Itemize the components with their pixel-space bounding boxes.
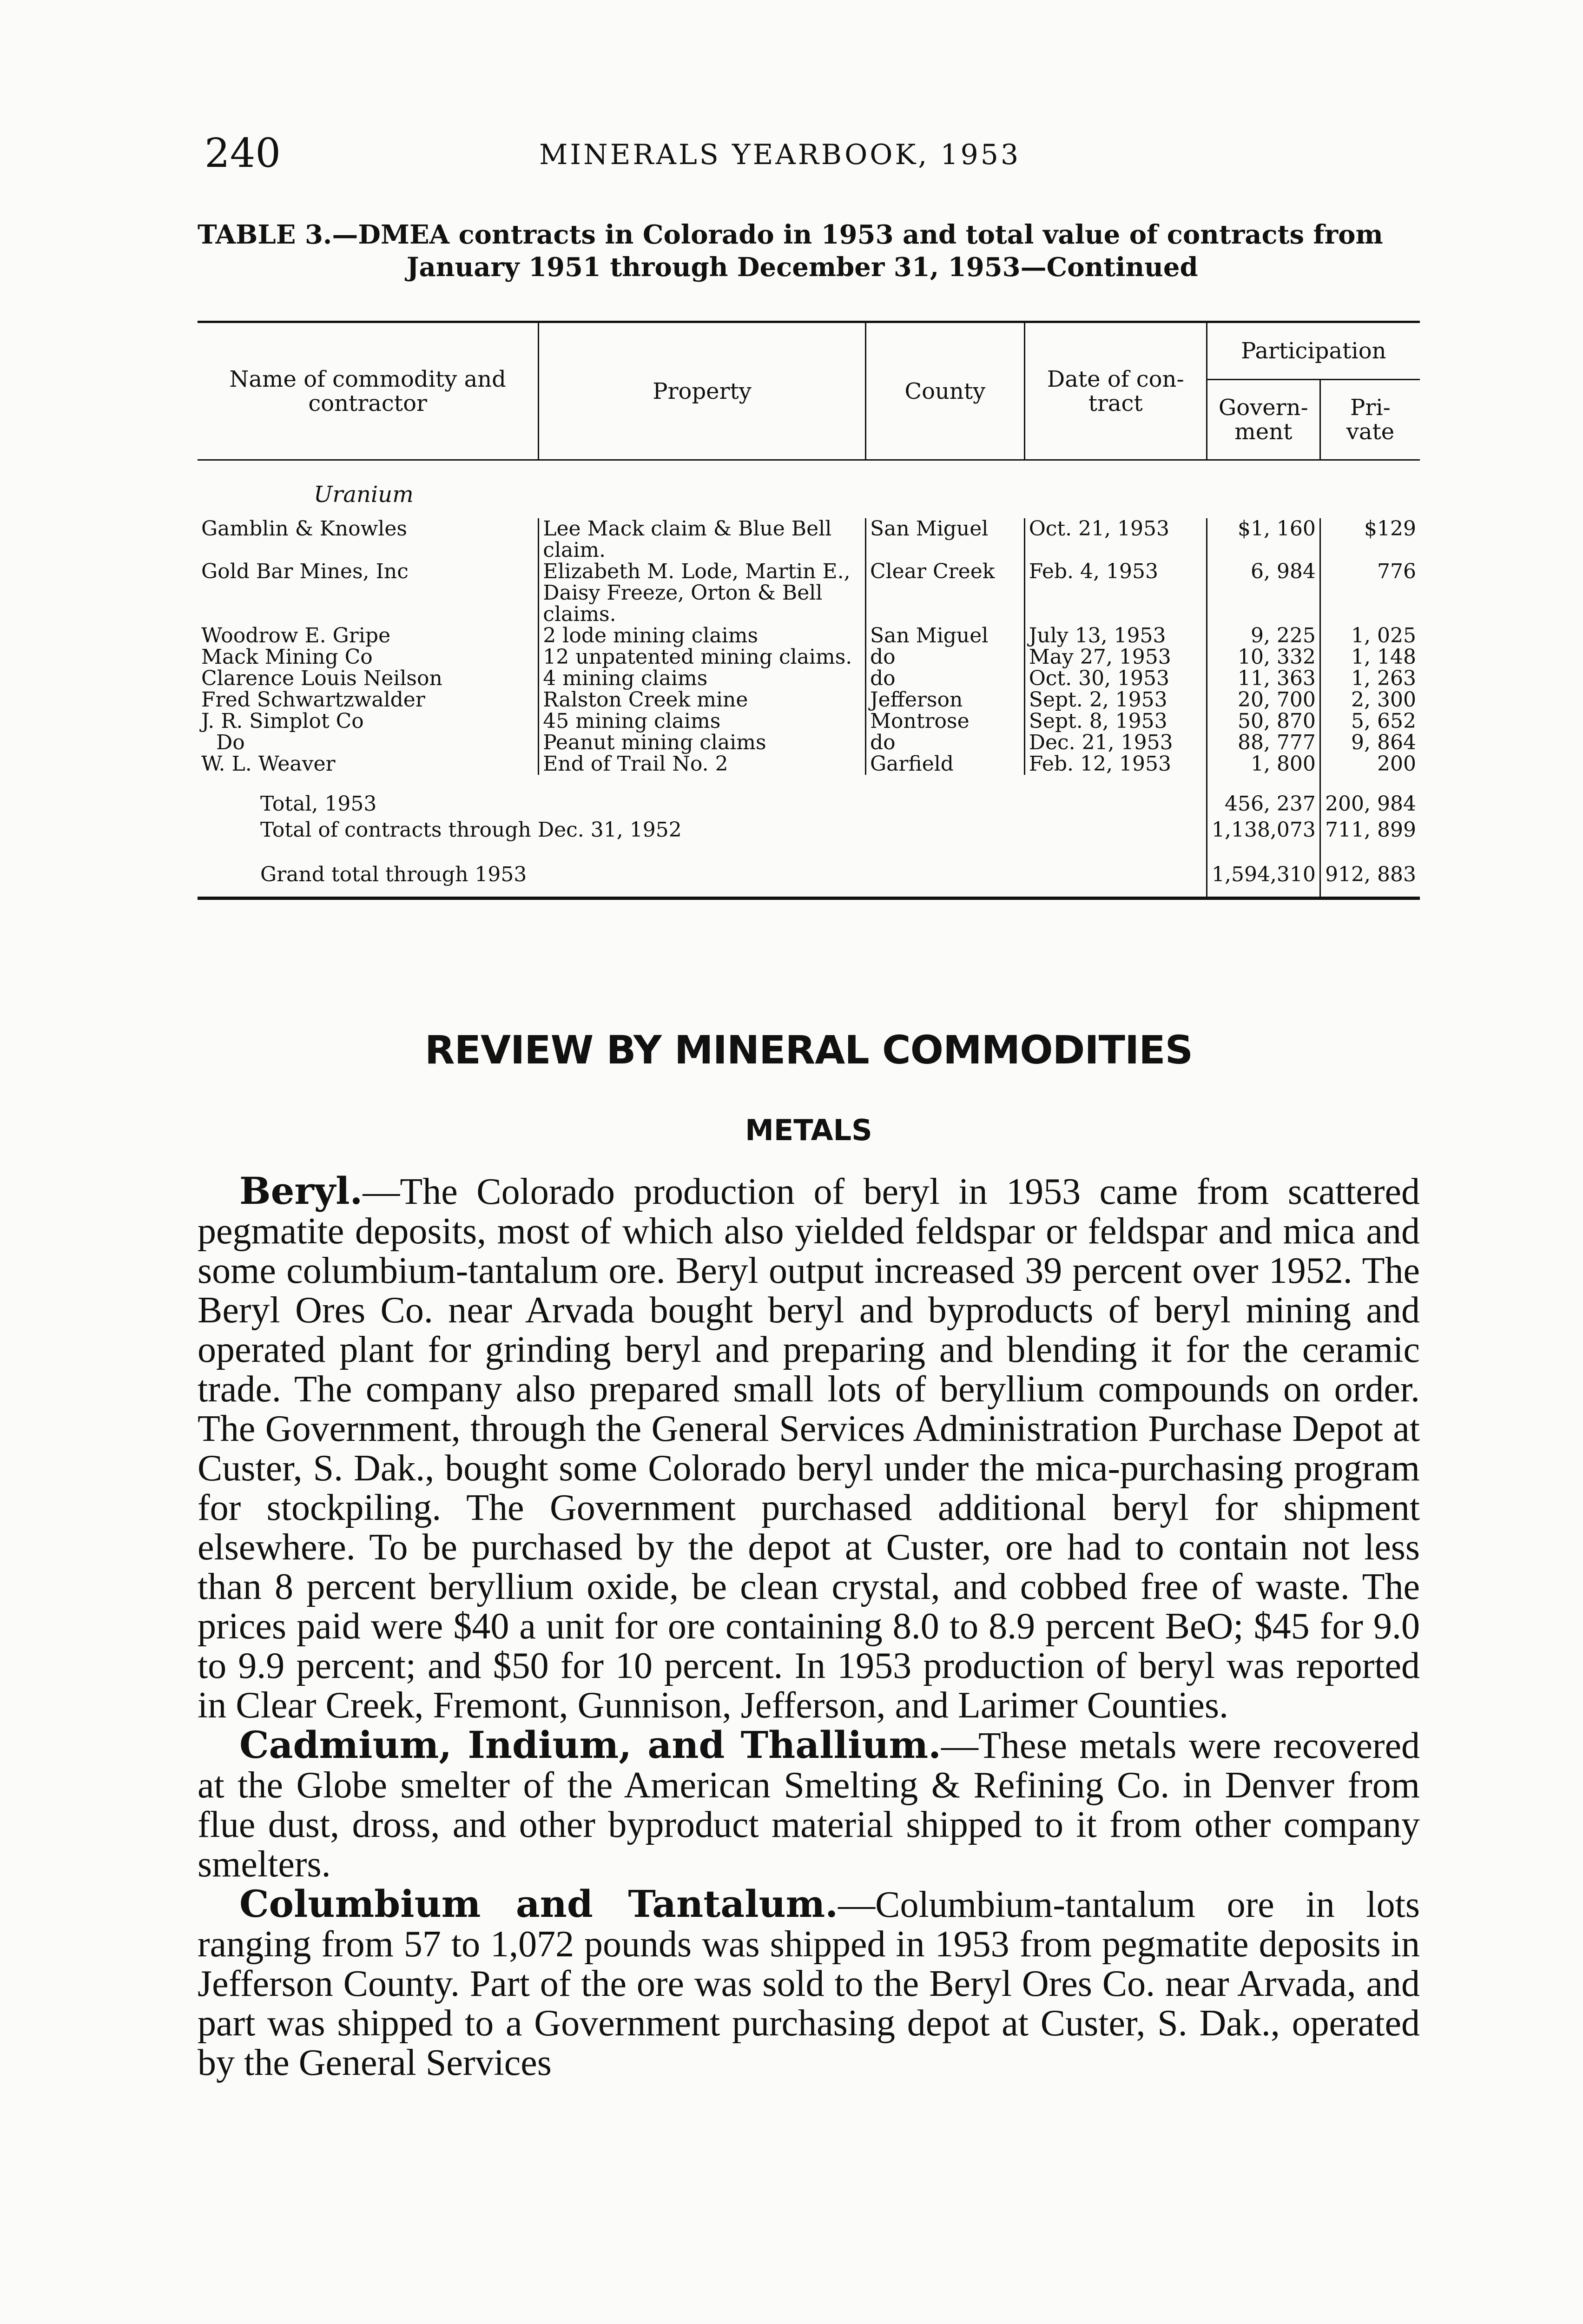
table-row xyxy=(198,518,1420,561)
cell-private: 1, 025 xyxy=(1320,625,1420,647)
cell-government: 20, 700 xyxy=(1207,689,1320,711)
cell-county: San Miguel xyxy=(865,625,1024,647)
cell-name: W. L. Weaver xyxy=(201,752,336,776)
cell-government: 11, 363 xyxy=(1207,668,1320,689)
total-1952-private: 711, 899 xyxy=(1320,815,1420,841)
cell-private: 200 xyxy=(1320,753,1420,775)
header-participation: Participation xyxy=(1207,322,1420,380)
cell-government: 88, 777 xyxy=(1207,732,1320,753)
paragraph-cadmium xyxy=(198,1725,1420,1884)
cell-county: Jefferson xyxy=(865,689,1024,711)
cell-property: End of Trail No. 2 xyxy=(539,753,866,775)
caption-line-2: January 1951 through December 31, 1953—Continued xyxy=(407,252,1198,283)
cell-date: Sept. 8, 1953 xyxy=(1024,711,1207,732)
total-1952-government: 1,138,073 xyxy=(1207,815,1320,841)
cell-date: Dec. 21, 1953 xyxy=(1024,732,1207,753)
cell-date: Feb. 12, 1953 xyxy=(1024,753,1207,775)
total-1953-label: Total, 1953 xyxy=(260,792,377,816)
cell-county: Clear Creek xyxy=(865,561,1024,625)
cell-name: J. R. Simplot Co xyxy=(201,709,364,733)
cell-property: 45 mining claims xyxy=(539,711,866,732)
cell-property: 4 mining claims xyxy=(539,668,866,689)
dmea-contracts-table xyxy=(198,321,1420,900)
cell-government: 50, 870 xyxy=(1207,711,1320,732)
grand-total-private: 912, 883 xyxy=(1320,841,1420,898)
cell-private: 9, 864 xyxy=(1320,732,1420,753)
table-row xyxy=(198,689,1420,711)
header-date: Date of con- tract xyxy=(1024,322,1207,460)
cell-name: Clarence Louis Neilson xyxy=(201,667,442,690)
table-row xyxy=(198,647,1420,668)
section-heading-review: REVIEW BY MINERAL COMMODITIES xyxy=(424,1027,1193,1073)
cell-county: do xyxy=(865,732,1024,753)
total-1953-government: 456, 237 xyxy=(1207,775,1320,815)
grand-total-government: 1,594,310 xyxy=(1207,841,1320,898)
cell-property: Ralston Creek mine xyxy=(539,689,866,711)
cell-county: do xyxy=(865,647,1024,668)
cell-private: $129 xyxy=(1320,518,1420,561)
cell-date: Feb. 4, 1953 xyxy=(1024,561,1207,625)
cell-name: Gold Bar Mines, Inc xyxy=(201,560,409,583)
header-county: County xyxy=(865,322,1024,460)
cell-government: 6, 984 xyxy=(1207,561,1320,625)
paragraph-title: Columbium and Tantalum. xyxy=(239,1882,838,1926)
paragraph-columbium xyxy=(198,1884,1420,2083)
header-name: Name of commodity and contractor xyxy=(198,322,539,460)
cell-name: Woodrow E. Gripe xyxy=(201,624,391,647)
total-1952-label: Total of contracts through Dec. 31, 1952 xyxy=(260,818,682,842)
paragraph-title: Cadmium, Indium, and Thallium. xyxy=(239,1723,941,1767)
header-private: Pri- vate xyxy=(1320,380,1420,460)
cell-property: 12 unpatented mining claims. xyxy=(539,647,866,668)
table-row xyxy=(198,625,1420,647)
paragraph-beryl xyxy=(198,1171,1420,1725)
paragraph-text: —The Colorado production of beryl in 1953 came from scattered pegmatite deposits, most of which also yielded feldspar or feldspar and mica and some columbium-tantalum ore. Beryl output increased 39 percent over 1952. The Beryl Ores Co. near Arvada bought beryl and byproducts of beryl mining and operated plant for grinding beryl and preparing and blending it for the ceramic trade. The company also prepared small lots of beryllium compounds on order. The Government, through the General Services Administration Purchase Depot at Custer, S. Dak., bought some Colorado beryl under the mica-purchasing program for stockpiling. The Government purchased additional beryl for shipment elsewhere. To be purchased by the depot at Custer, ore had to contain not less than 8 percent beryllium oxide, be clean crystal, and cobbed free of waste. The prices paid were $40 a unit for ore containing 8.0 to 8.9 percent BeO; $45 for 9.0 to 9.9 percent; and $50 for 10 percent. In 1953 production of beryl was reported in Clear Creek, Fremont, Gunnison, Jefferson, and Larimer Counties. xyxy=(198,1171,1420,1726)
table-row xyxy=(198,732,1420,753)
cell-government: 9, 225 xyxy=(1207,625,1320,647)
cell-name: Mack Mining Co xyxy=(201,645,373,669)
paragraph-title: Beryl. xyxy=(239,1169,363,1213)
cell-name: Fred Schwartzwalder xyxy=(201,688,425,712)
cell-property: Elizabeth M. Lode, Martin E., Daisy Freeze, Orton & Bell claims. xyxy=(539,561,866,625)
cell-date: May 27, 1953 xyxy=(1024,647,1207,668)
cell-name: Gamblin & Knowles xyxy=(201,517,407,541)
cell-county: do xyxy=(865,668,1024,689)
table-caption xyxy=(198,218,1420,284)
page-header xyxy=(204,130,1413,186)
grand-total-row xyxy=(198,841,1420,898)
page-number: 240 xyxy=(204,130,281,177)
table-row xyxy=(198,668,1420,689)
cell-government: 10, 332 xyxy=(1207,647,1320,668)
caption-line-1: TABLE 3.—DMEA contracts in Colorado in 1953 and total value of contracts from xyxy=(198,219,1383,250)
grand-total-label: Grand total through 1953 xyxy=(260,863,527,886)
cell-property: Lee Mack claim & Blue Bell claim. xyxy=(539,518,866,561)
total-row xyxy=(198,815,1420,841)
paragraph-text: —Columbium-tantalum ore in lots ranging from 57 to 1,072 pounds was shipped in 1953 from pegmatite deposits in Jefferson County. Part of the ore was sold to the Beryl Ores Co. near Arvada, and part was shipped to a Government purchasing depot at Custer, S. Dak., operated by the General Services xyxy=(198,1884,1420,2083)
running-title: MINERALS YEARBOOK, 1953 xyxy=(539,139,1021,171)
cell-date: Sept. 2, 1953 xyxy=(1024,689,1207,711)
cell-private: 776 xyxy=(1320,561,1420,625)
cell-private: 1, 148 xyxy=(1320,647,1420,668)
body-text xyxy=(198,1171,1420,2083)
table-row xyxy=(198,753,1420,775)
table-row xyxy=(198,711,1420,732)
cell-government: $1, 160 xyxy=(1207,518,1320,561)
cell-private: 1, 263 xyxy=(1320,668,1420,689)
cell-county: Montrose xyxy=(865,711,1024,732)
cell-property: Peanut mining claims xyxy=(539,732,866,753)
cell-name: Do xyxy=(216,731,245,754)
total-1953-private: 200, 984 xyxy=(1320,775,1420,815)
cell-date: Oct. 30, 1953 xyxy=(1024,668,1207,689)
cell-county: Garfield xyxy=(865,753,1024,775)
table-row xyxy=(198,561,1420,625)
total-row xyxy=(198,775,1420,815)
header-property: Property xyxy=(539,322,866,460)
cell-county: San Miguel xyxy=(865,518,1024,561)
cell-date: July 13, 1953 xyxy=(1024,625,1207,647)
cell-private: 2, 300 xyxy=(1320,689,1420,711)
section-uranium: Uranium xyxy=(314,482,414,508)
cell-property: 2 lode mining claims xyxy=(539,625,866,647)
cell-private: 5, 652 xyxy=(1320,711,1420,732)
header-government: Govern- ment xyxy=(1207,380,1320,460)
section-heading-metals: METALS xyxy=(745,1113,872,1147)
cell-government: 1, 800 xyxy=(1207,753,1320,775)
cell-date: Oct. 21, 1953 xyxy=(1024,518,1207,561)
paragraph-text: —These metals were recovered at the Globe smelter of the American Smelting & Refining Co. in Denver from flue dust, dross, and other byproduct material shipped to it from other company smelters. xyxy=(198,1725,1420,1885)
